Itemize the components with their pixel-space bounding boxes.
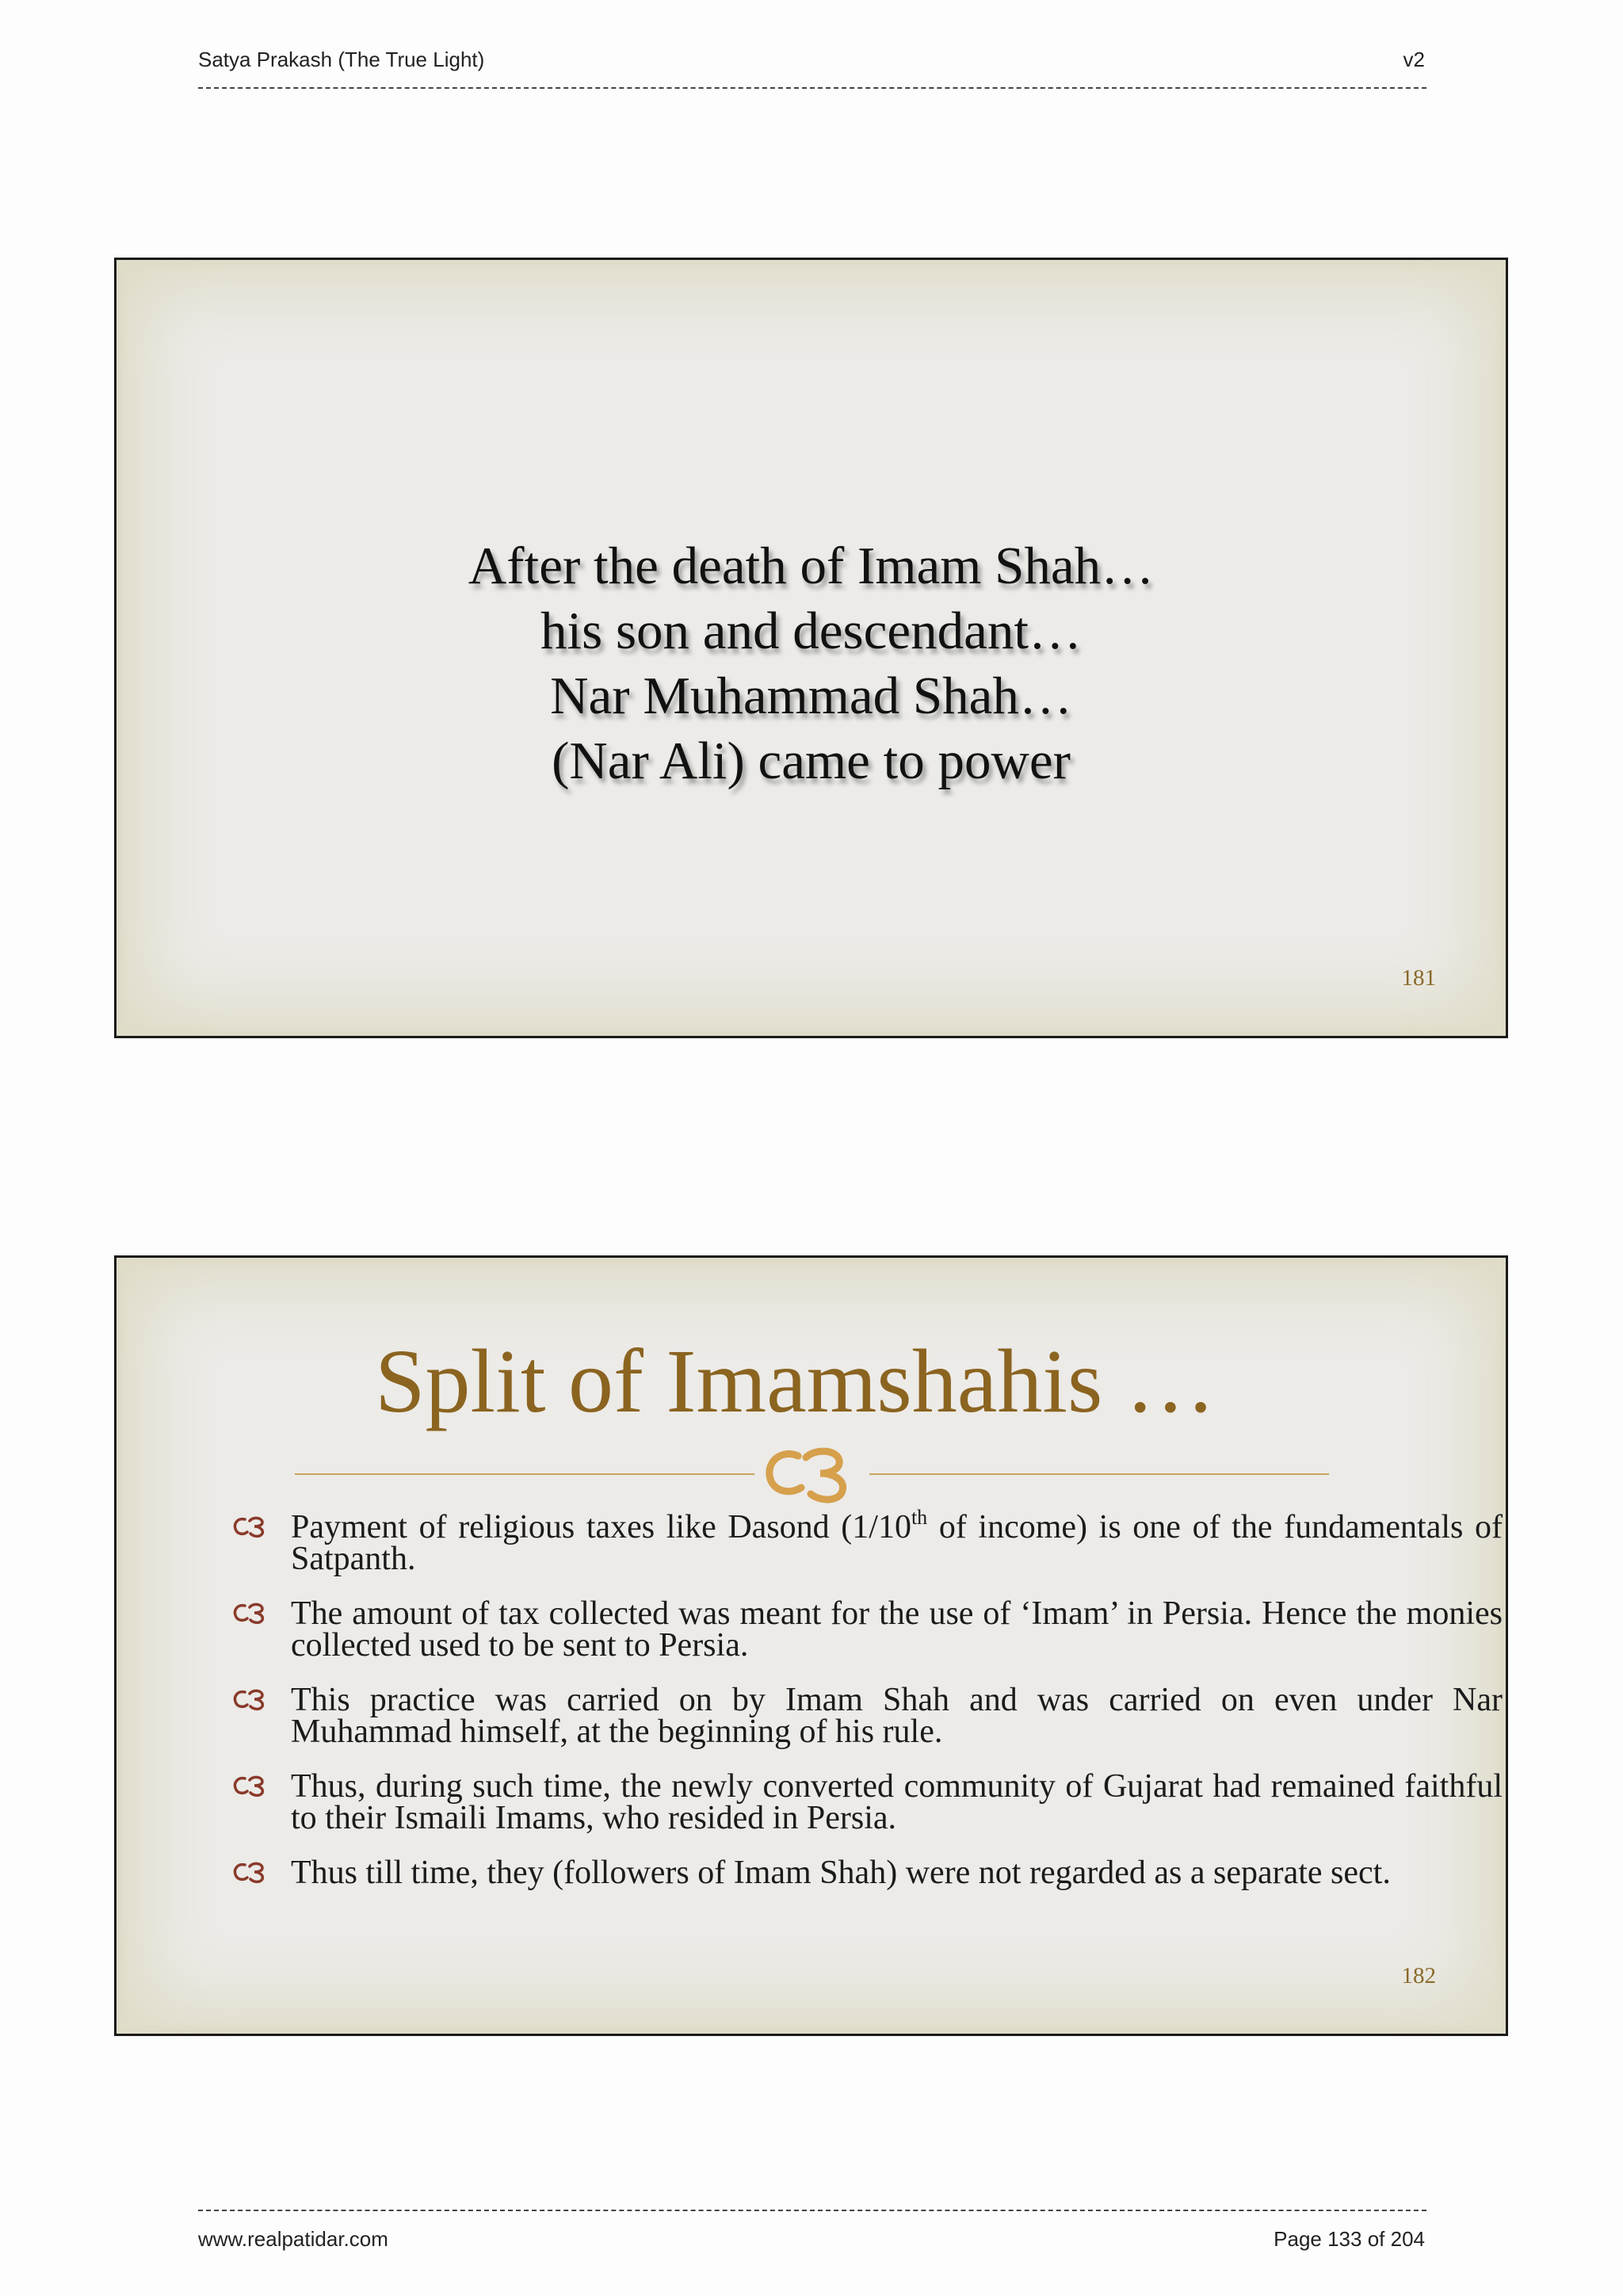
bullet-flourish-icon	[232, 1513, 267, 1540]
footer-rule	[198, 2210, 1426, 2211]
bullet-item	[232, 1684, 1503, 1748]
bullet-flourish-icon	[232, 1686, 267, 1713]
bullet-text: Thus, during such time, the newly converted community of Gujarat had remained faithful to their Ismaili Imams, who resided in Persia.	[291, 1768, 1503, 1836]
page-number: Page 133 of 204	[1274, 2227, 1425, 2251]
slide-181-line: Nar Muhammad Shah…	[550, 667, 1072, 725]
title-divider-left	[295, 1473, 754, 1475]
slide-182	[114, 1255, 1508, 2036]
slide-181-line: (Nar Ali) came to power	[552, 732, 1071, 790]
bullet-text: of income) is one of the fundamentals of Satpanth.	[291, 1509, 1503, 1577]
bullet-item	[232, 1595, 1503, 1664]
slide-181-line: his son and descendant…	[540, 602, 1082, 660]
slide-181-text	[116, 533, 1506, 793]
header-rule	[198, 87, 1426, 89]
document-title: Satya Prakash (The True Light)	[198, 48, 485, 71]
bullet-text: The amount of tax collected was meant for the use of ‘Imam’ in Persia. Hence the monies collected used to be sent to Persia.	[291, 1595, 1503, 1664]
document-version: v2	[1403, 48, 1425, 71]
bullet-text: Payment of religious taxes like Dasond (1/10	[291, 1509, 911, 1545]
title-divider-right	[869, 1473, 1329, 1475]
slide-181-line: After the death of Imam Shah…	[468, 537, 1155, 595]
bullet-flourish-icon	[232, 1772, 267, 1799]
bullet-superscript: th	[911, 1506, 928, 1529]
bullet-item	[232, 1857, 1503, 1889]
bullet-text: This practice was carried on by Imam Shah and was carried on even under Nar Muhammad himself, at the beginning of his rule.	[291, 1682, 1503, 1750]
bullet-flourish-icon	[232, 1859, 267, 1885]
bullet-list	[232, 1506, 1503, 1912]
slide-title: Split of Imamshahis …	[375, 1331, 1216, 1431]
slide-number: 182	[1401, 1963, 1436, 1988]
bullet-flourish-icon	[232, 1599, 267, 1626]
bullet-item	[232, 1768, 1503, 1836]
slide-number: 181	[1401, 965, 1436, 991]
bullet-text: Thus till time, they (followers of Imam Shah) were not regarded as a separate sect.	[291, 1855, 1391, 1891]
slide-181	[114, 258, 1508, 1038]
flourish-ornament-icon	[760, 1442, 863, 1505]
website-link[interactable]: www.realpatidar.com	[198, 2227, 388, 2251]
bullet-item	[232, 1506, 1503, 1577]
